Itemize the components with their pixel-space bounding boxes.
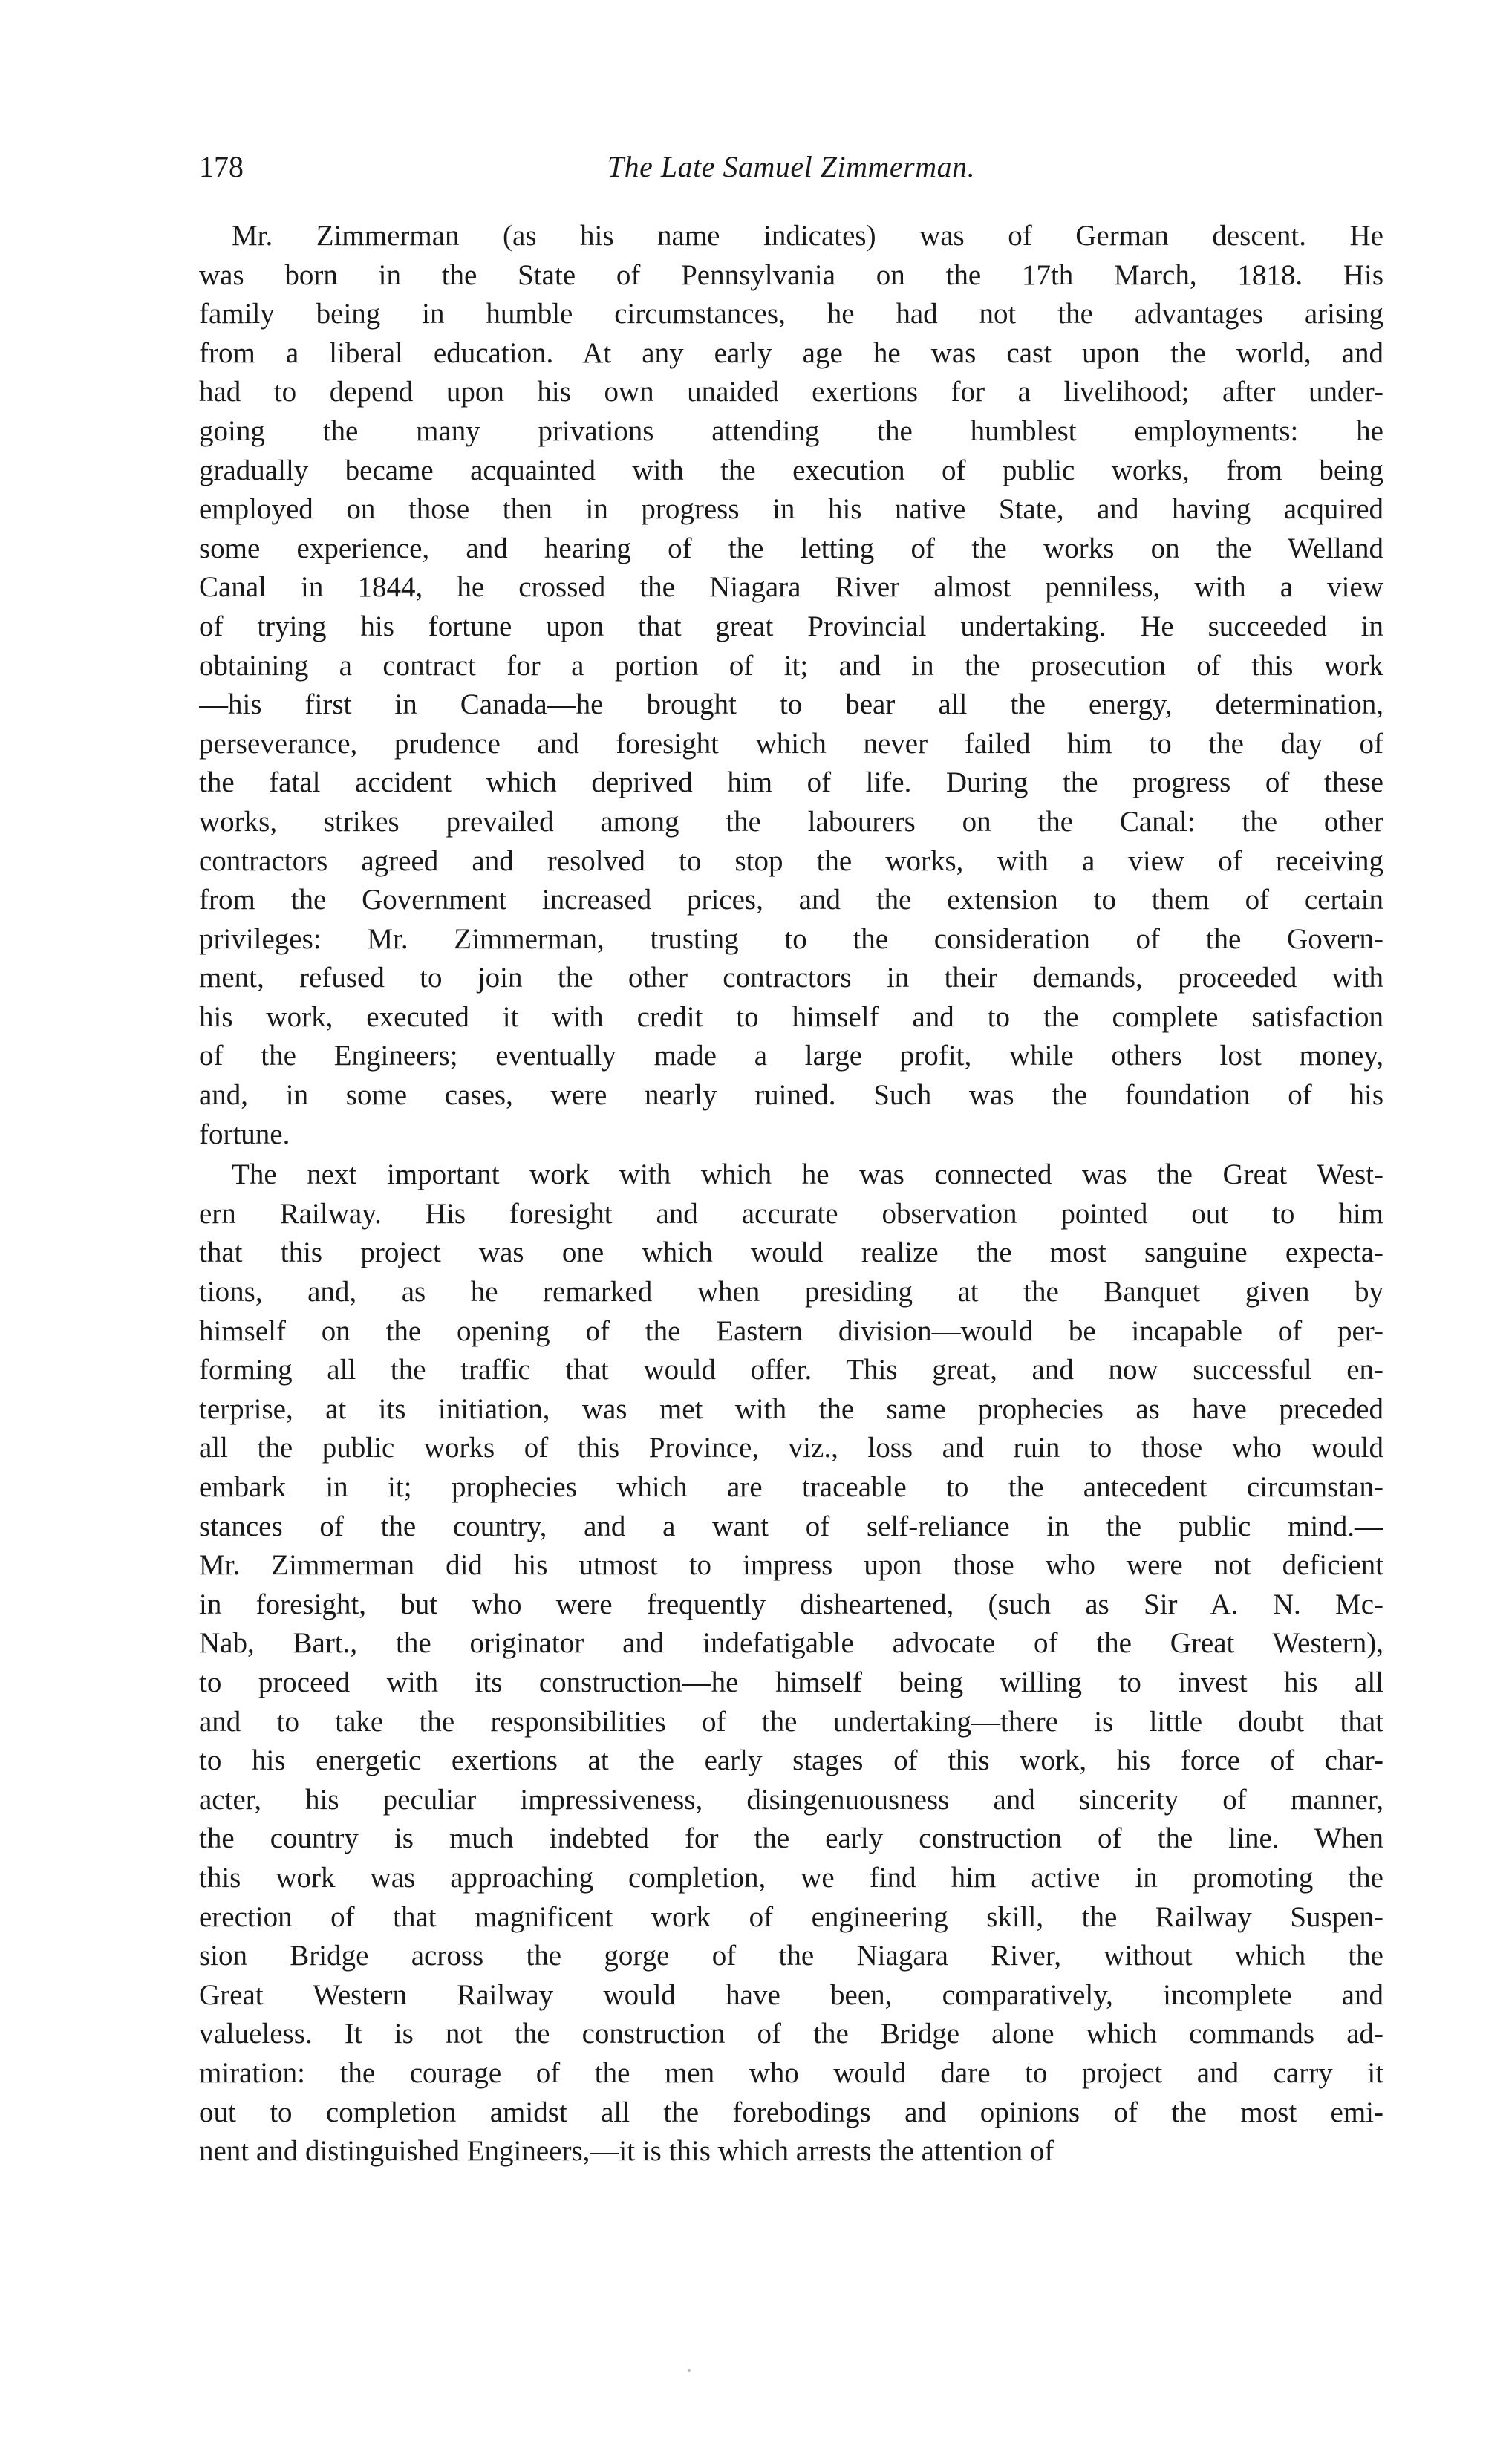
text-line: out to completion amidst all the forebodings and opinions of the most emi- [199,2096,1383,2128]
text-line: was born in the State of Pennsylvania on the 17th March, 1818. His [199,258,1383,291]
text-line: fortune. [199,1118,290,1150]
text-line: Mr. Zimmerman (as his name indicates) was of German descent. He [232,220,1383,252]
running-head [199,141,1383,193]
page-number: 178 [199,150,244,183]
text-line: employed on those then in progress in his native State, and having acquired [199,493,1383,526]
text-line: sion Bridge across the gorge of the Niagara River, without which the [199,1940,1383,1972]
text-line: valueless. It is not the construction of the Bridge alone which commands ad- [199,2018,1383,2050]
text-line: his work, executed it with credit to himself and to the complete satisfaction [199,1000,1383,1033]
text-line: obtaining a contract for a portion of it; and in the prosecution of this work [199,649,1383,682]
body-text [199,217,1383,2171]
text-line: family being in humble circumstances, he had not the advantages arising [199,298,1383,330]
text-line: had to depend upon his own unaided exertions for a livelihood; after under- [199,376,1383,408]
text-line: Mr. Zimmerman did his utmost to impress upon those who were not deficient [199,1549,1383,1582]
text-line: and to take the responsibilities of the undertaking—there is little doubt that [199,1705,1383,1738]
text-line: Canal in 1844, he crossed the Niagara River almost penniless, with a view [199,571,1383,604]
text-line: stances of the country, and a want of self-reliance in the public mind.— [199,1510,1383,1542]
paragraph [199,1156,1383,2171]
text-line: from a liberal education. At any early age he was cast upon the world, and [199,336,1383,369]
text-line: ern Railway. His foresight and accurate observation pointed out to him [199,1197,1383,1230]
text-line: this work was approaching completion, we find him active in promoting the [199,1861,1383,1894]
text-line: erection of that magnificent work of engineering skill, the Railway Suspen- [199,1900,1383,1933]
print-speck [688,2369,691,2372]
paragraph [199,217,1383,1154]
text-line: embark in it; prophecies which are traceable to the antecedent circumstan- [199,1471,1383,1503]
text-line: of the Engineers; eventually made a large profit, while others lost money, [199,1040,1383,1072]
text-line: himself on the opening of the Eastern division—would be incapable of per- [199,1314,1383,1347]
text-line: to his energetic exertions at the early stages of this work, his force of char- [199,1744,1383,1777]
text-line: to proceed with its construction—he himself being willing to invest his all [199,1666,1383,1698]
text-line: privileges: Mr. Zimmerman, trusting to the consideration of the Govern- [199,922,1383,955]
text-line: the country is much indebted for the early construction of the line. When [199,1822,1383,1855]
text-line: —his first in Canada—he brought to bear all the energy, determination, [199,688,1383,721]
running-title: The Late Samuel Zimmerman. [607,150,976,183]
text-line: that this project was one which would realize the most sanguine expecta- [199,1236,1383,1269]
text-line: gradually became acquainted with the execution of public works, from being [199,454,1383,486]
text-line: tions, and, as he remarked when presiding at the Banquet given by [199,1276,1383,1308]
text-line: some experience, and hearing of the letting of the works on the Welland [199,532,1383,564]
text-line: miration: the courage of the men who would dare to project and carry it [199,2056,1383,2089]
text-line: Great Western Railway would have been, comparatively, incomplete and [199,1978,1383,2011]
text-line: works, strikes prevailed among the labourers on the Canal: the other [199,805,1383,838]
text-line: forming all the traffic that would offer. This great, and now successful en- [199,1354,1383,1386]
text-line: The next important work with which he was connected was the Great West- [232,1158,1383,1191]
text-line: from the Government increased prices, and the extension to them of certain [199,884,1383,916]
text-line: terprise, at its initiation, was met with the same prophecies as have preceded [199,1392,1383,1425]
text-line: acter, his peculiar impressiveness, disingenuousness and sincerity of manner, [199,1783,1383,1816]
text-line: going the many privations attending the humblest employments: he [199,414,1383,447]
text-line: in foresight, but who were frequently disheartened, (such as Sir A. N. Mc- [199,1588,1383,1620]
text-line: perseverance, prudence and foresight which never failed him to the day of [199,727,1383,760]
text-line: the fatal accident which deprived him of life. During the progress of these [199,766,1383,799]
text-line: of trying his fortune upon that great Provincial undertaking. He succeeded in [199,610,1383,642]
text-line: nent and distinguished Engineers,—it is this which arrests the attention of [199,2135,1054,2168]
text-line: and, in some cases, were nearly ruined. Such was the foundation of his [199,1079,1383,1112]
text-line: Nab, Bart., the originator and indefatigable advocate of the Great Western), [199,1627,1383,1660]
text-line: contractors agreed and resolved to stop the works, with a view of receiving [199,844,1383,877]
text-line: all the public works of this Province, viz., loss and ruin to those who would [199,1432,1383,1464]
text-line: ment, refused to join the other contractors in their demands, proceeded with [199,962,1383,994]
